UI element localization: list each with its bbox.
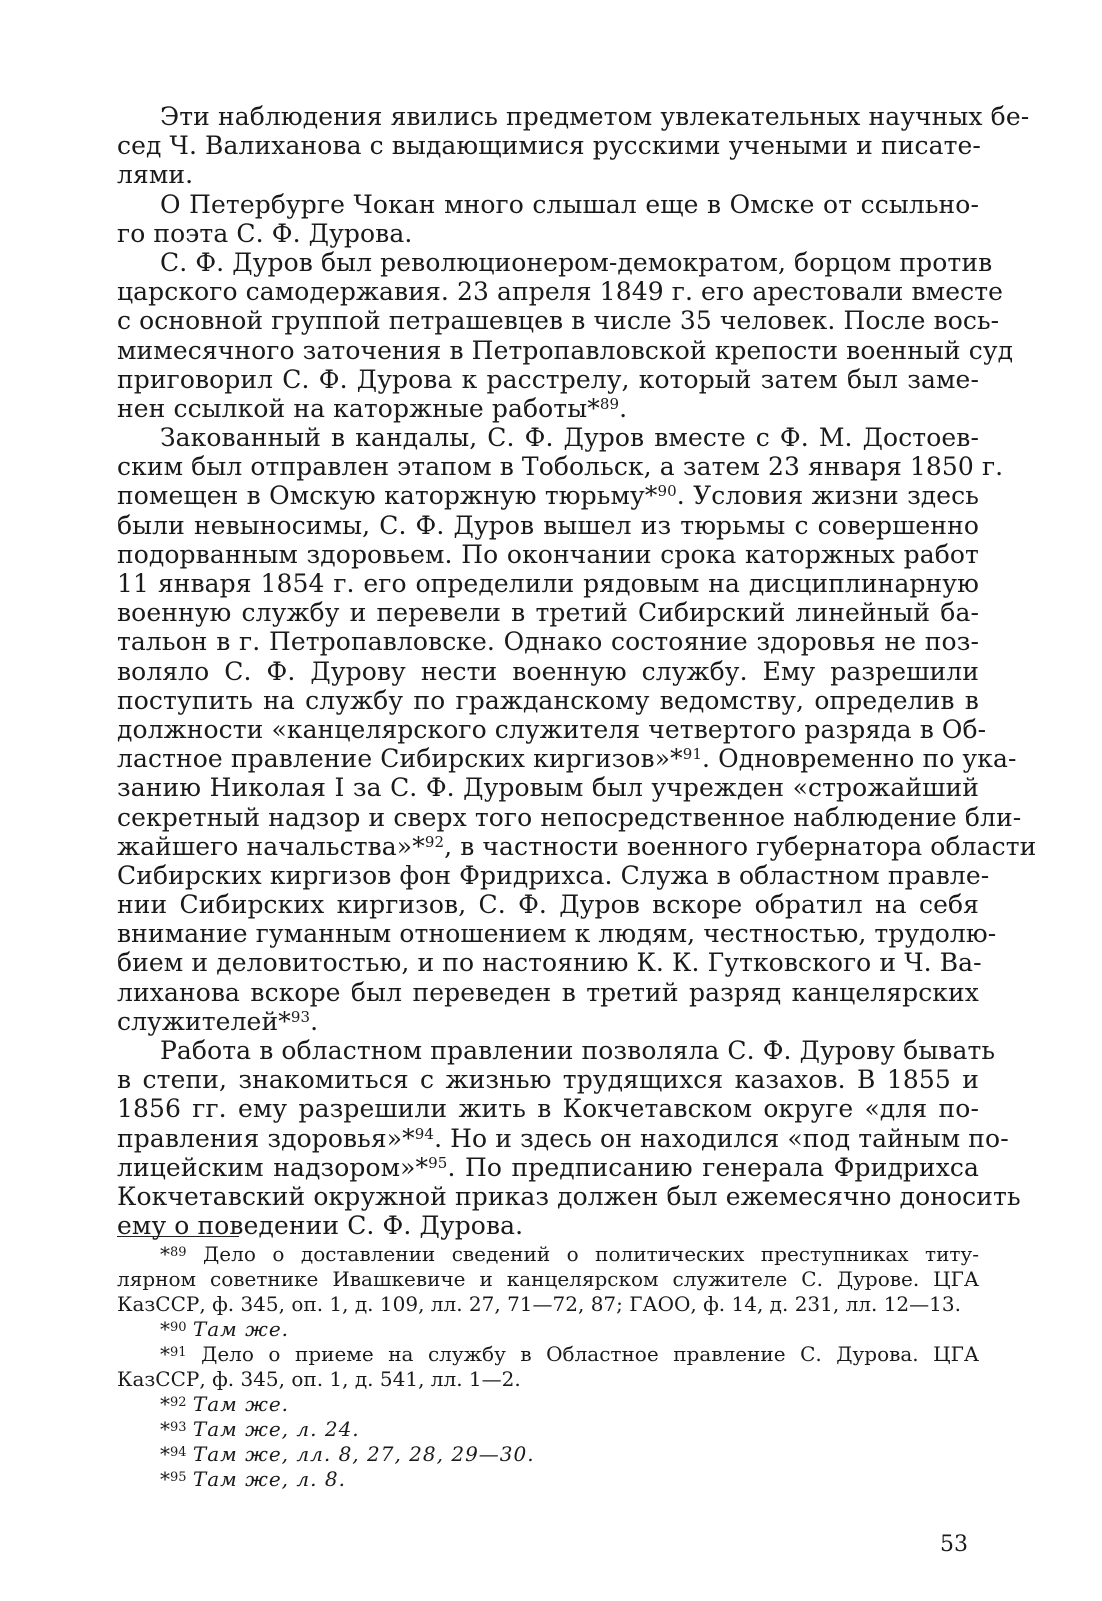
text-line: мимесячного заточения в Петропавловской крепости военный суд	[117, 335, 1014, 365]
text-line: приговорил С. Ф. Дурова к расстрелу, который затем был заме-	[117, 364, 979, 394]
text-line: С. Ф. Дуров был революционером-демократом, борцом против	[160, 247, 993, 277]
footnote-text: Дело о доставлении сведений о политических преступниках титу-	[203, 1242, 979, 1266]
footnote-marker: *$^{94}$	[160, 1442, 187, 1466]
text-line: в степи, знакомиться с жизнью трудящихся казахов. В 1855 и	[117, 1065, 979, 1095]
footnote	[117, 1317, 979, 1342]
footnote-line	[117, 1392, 979, 1417]
text-line: поступить на службу по гражданскому ведомству, определив в	[117, 685, 979, 715]
footnote-text: Там же, л. 24.	[192, 1417, 360, 1441]
footnote-text: КазССР, ф. 345, оп. 1, д. 541, лл. 1—2.	[117, 1367, 521, 1391]
footnote	[117, 1467, 979, 1492]
footnote-text: КазССР, ф. 345, оп. 1, д. 109, лл. 27, 71—72, 87; ГАОО, ф. 14, д. 231, лл. 12—13.	[117, 1292, 961, 1316]
footnote-marker: *$^{93}$	[160, 1417, 187, 1441]
footnote-text: Там же, лл. 8, 27, 28, 29—30.	[192, 1442, 535, 1466]
footnote-marker: *$^{89}$	[160, 1242, 187, 1266]
text-line: жайшего начальства»*$^{92}$, в частности военного губернатора области	[117, 831, 1037, 861]
text-line: тальон в г. Петропавловске. Однако состояние здоровья не поз-	[117, 627, 979, 657]
text-line: царского самодержавия. 23 апреля 1849 г. его арестовали вместе	[117, 277, 1004, 307]
footnote-text: Там же.	[192, 1392, 290, 1416]
text-line: подорванным здоровьем. По окончании срока каторжных работ	[117, 539, 979, 569]
footnote-line	[117, 1367, 979, 1392]
text-line: лиханова вскоре был переведен в третий разряд канцелярских	[117, 977, 979, 1007]
footnote-reference: 92	[424, 832, 445, 851]
footnote	[117, 1392, 979, 1417]
text-line: внимание гуманным отношением к людям, честностью, трудолю-	[117, 919, 997, 949]
text-line: нии Сибирских киргизов, С. Ф. Дуров вскоре обратил на себя	[117, 890, 979, 920]
footnote-line	[117, 1342, 979, 1367]
footnote-line	[117, 1317, 979, 1342]
footnote-reference: 90	[657, 482, 677, 501]
footnote-line	[117, 1267, 979, 1292]
text-line: бием и деловитостью, и по настоянию К. К. Гутковского и Ч. Ва-	[117, 948, 982, 978]
text-line: Эти наблюдения явились предметом увлекательных научных бе-	[160, 102, 1030, 131]
text-line: помещен в Омскую каторжную тюрьму*$^{90}$. Условия жизни здесь	[117, 481, 979, 511]
footnote-reference: 94	[414, 1124, 435, 1143]
text-line: были невыносимы, С. Ф. Дуров вышел из тюрьмы с совершенно	[117, 510, 979, 540]
footnote-marker: *$^{92}$	[160, 1392, 187, 1416]
text-line: 1856 гг. ему разрешили жить в Кокчетавском округе «для по-	[117, 1094, 979, 1124]
text-line: лицейским надзором»*$^{95}$. По предписанию генерала Фридрихса	[117, 1152, 979, 1182]
paragraph	[117, 1036, 1021, 1241]
footnote-text: Там же, л. 8.	[192, 1467, 346, 1491]
paragraph	[117, 423, 1037, 1036]
text-line: ским был отправлен этапом в Тобольск, а затем 23 января 1850 г.	[117, 452, 1004, 482]
text-line: правления здоровья»*$^{94}$. Но и здесь он находился «под тайным по-	[117, 1123, 1009, 1153]
footnote-line	[117, 1292, 979, 1317]
footnote-line	[117, 1442, 979, 1467]
text-line: ему о поведении С. Ф. Дурова.	[117, 1211, 524, 1241]
footnote-reference: 95	[428, 1153, 448, 1172]
text-line: лями.	[117, 160, 194, 190]
text-line: с основной группой петрашевцев в числе 35 человек. После вось-	[117, 306, 1000, 336]
text-line: должности «канцелярского служителя четвертого разряда в Об-	[117, 714, 987, 744]
text-line: воляло С. Ф. Дурову нести военную службу. Ему разрешили	[117, 656, 979, 686]
paragraph	[117, 102, 1030, 190]
text-line: Кокчетавский окружной приказ должен был ежемесячно доносить	[117, 1181, 1021, 1211]
body-text	[117, 102, 1037, 1241]
footnote-text: Дело о приеме на службу в Областное правление С. Дурова. ЦГА	[201, 1342, 980, 1366]
text-line: Закованный в кандалы, С. Ф. Дуров вместе с Ф. М. Достоев-	[160, 423, 979, 453]
text-line: сед Ч. Валиханова с выдающимися русскими учеными и писате-	[117, 131, 981, 161]
footnotes	[117, 1242, 979, 1492]
paragraph	[117, 190, 979, 248]
text-line: служителей*$^{93}$.	[117, 1006, 319, 1036]
footnote-line	[117, 1467, 979, 1492]
footnote-marker: *$^{95}$	[160, 1467, 187, 1491]
footnote-marker: *$^{91}$	[160, 1342, 187, 1366]
paragraph	[117, 247, 1014, 423]
text-line: О Петербурге Чокан много слышал еще в Омске от ссыльно-	[160, 189, 979, 219]
text-line: ластное правление Сибирских киргизов»*$^{91}$. Одновременно по ука-	[117, 744, 1017, 774]
text-line: занию Николая I за С. Ф. Дуровым был учрежден «строжайший	[117, 773, 979, 803]
text-line: военную службу и перевели в третий Сибирский линейный ба-	[117, 598, 979, 628]
footnote	[117, 1417, 979, 1442]
text-line: го поэта С. Ф. Дурова.	[117, 218, 413, 248]
footnote-reference: 91	[682, 745, 703, 764]
footnote-text: лярном советнике Ивашкевиче и канцелярском служителе С. Дурове. ЦГА	[117, 1267, 979, 1291]
footnote	[117, 1442, 979, 1467]
footnote-marker: *$^{90}$	[160, 1317, 187, 1341]
footnote-reference: 93	[290, 1007, 311, 1026]
text-line: Сибирских киргизов фон Фридрихса. Служа в областном правле-	[117, 860, 990, 890]
footnote-line	[117, 1417, 979, 1442]
footnote-separator	[117, 1236, 239, 1237]
footnote-line	[117, 1242, 979, 1267]
footnote-text: Там же.	[192, 1317, 290, 1341]
text-line: 11 января 1854 г. его определили рядовым на дисциплинарную	[117, 569, 979, 598]
footnote	[117, 1242, 979, 1317]
text-line: нен ссылкой на каторжные работы*$^{89}$.	[117, 393, 628, 423]
page-number: 53	[940, 1532, 968, 1557]
footnote-reference: 89	[599, 394, 620, 413]
text-line: секретный надзор и сверх того непосредственное наблюдение бли-	[117, 802, 1022, 832]
footnote	[117, 1342, 979, 1392]
text-line: Работа в областном правлении позволяла С. Ф. Дурову бывать	[160, 1036, 996, 1065]
